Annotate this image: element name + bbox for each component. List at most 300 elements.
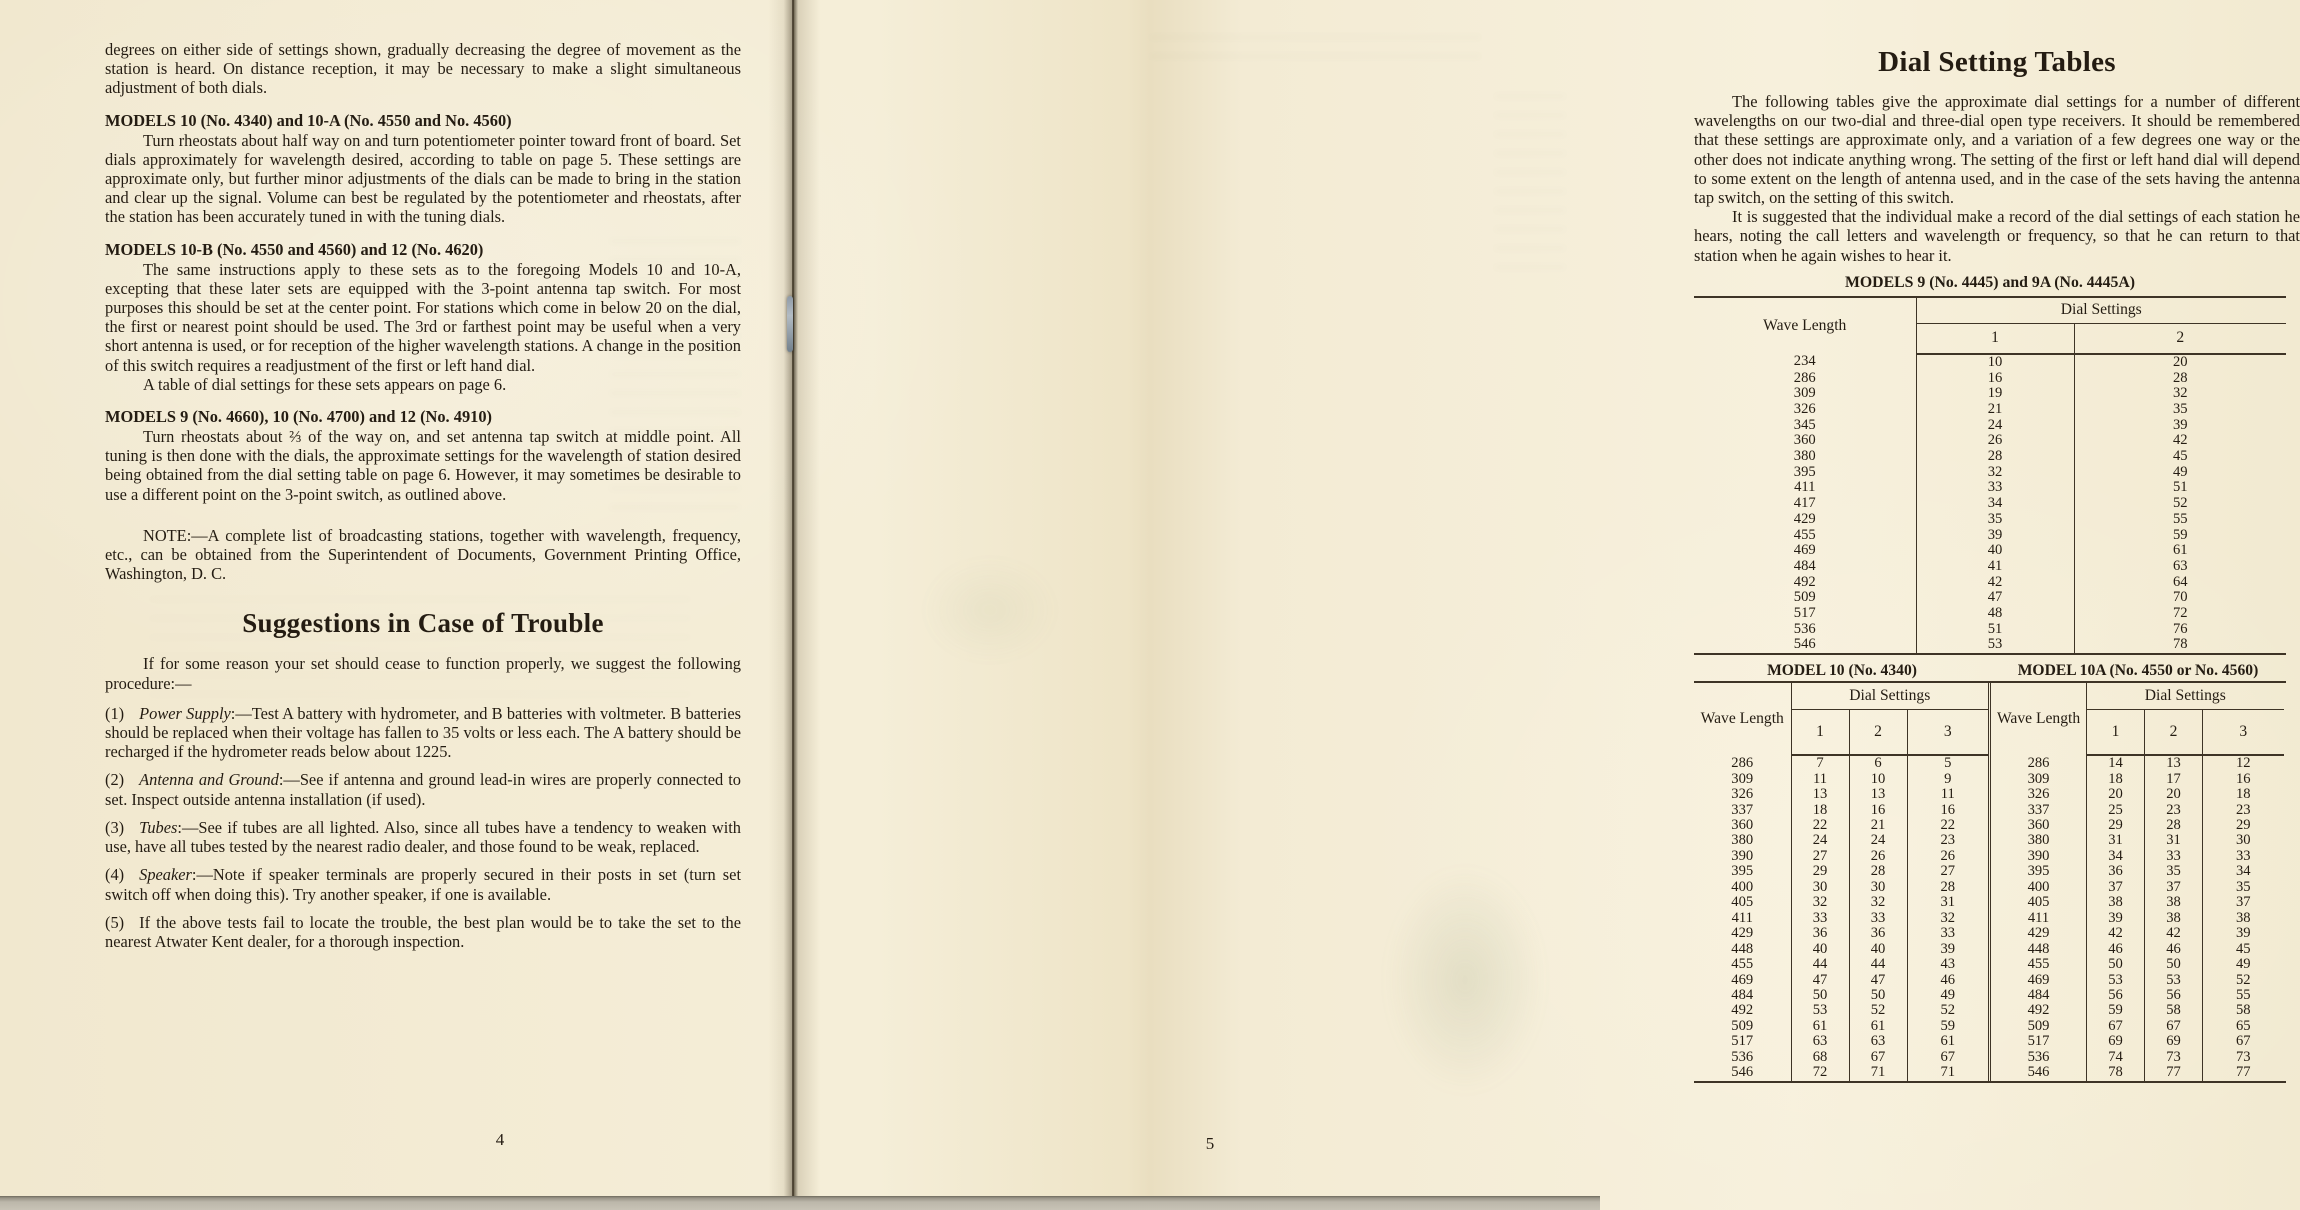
lower-tables-titles <box>1694 660 2286 681</box>
trouble-item-4 <box>105 865 741 903</box>
table-row <box>1694 818 1988 833</box>
table9-header <box>1694 297 2286 354</box>
table-cell: 484 <box>1694 559 1916 575</box>
dial-settings-table-model-10 <box>1694 683 1988 1081</box>
table-cell: 326 <box>1694 787 1791 802</box>
table-cell: 45 <box>2203 942 2284 957</box>
table-cell: 7 <box>1791 755 1849 771</box>
column-header-dial-2: 2 <box>1849 710 1907 756</box>
table-cell: 50 <box>1791 988 1849 1003</box>
table-cell: 390 <box>1990 849 2087 864</box>
table-cell: 40 <box>1916 543 2074 559</box>
table-cell: 53 <box>2087 973 2145 988</box>
table-row <box>1990 772 2284 787</box>
section-heading-models-9: MODELS 9 (No. 4660), 10 (No. 4700) and 12 (No. 4910) <box>105 407 492 427</box>
column-header-dial-2: 2 <box>2074 323 2286 354</box>
table-cell: 405 <box>1990 895 2087 910</box>
table-row <box>1694 957 1988 972</box>
table-cell: 345 <box>1694 418 1916 434</box>
note-paragraph: NOTE:—A complete list of broadcasting stations, together with wavelength, frequency, etc., can be obtained from the Superintendent of Documents, Government Printing Office, Washington, D. C. <box>105 525 741 584</box>
table-row <box>1990 755 2284 771</box>
table-cell: 21 <box>1916 402 2074 418</box>
table-row <box>1694 402 2286 418</box>
staple <box>787 296 793 352</box>
table-cell: 30 <box>1849 880 1907 895</box>
table-cell: 49 <box>2203 957 2284 972</box>
table-cell: 23 <box>2203 803 2284 818</box>
table-cell: 52 <box>1849 1003 1907 1018</box>
table10-header <box>1694 683 1988 755</box>
item-text: :—Test A battery with hydrometer, and B batteries with voltmeter. B batteries should be replaced when their voltage has fallen to 35 volts or less each. The A battery should be recharged if the hydrometer reads below about 1225. <box>105 703 741 762</box>
section-paragraph: Turn rheostats about ⅔ of the way on, and set antenna tap switch at middle point. All tuning is then done with the dials, the approximate settings for the wavelength of station desired being obtained from the dial setting table on page 6. However, it may sometimes be desirable to use a different point on the 3-point switch, as outlined above. <box>105 427 741 504</box>
table-cell: 6 <box>1849 755 1907 771</box>
table-cell: 30 <box>1791 880 1849 895</box>
table-cell: 546 <box>1990 1065 2087 1080</box>
table-cell: 13 <box>2145 755 2203 771</box>
page-right <box>796 0 2300 1196</box>
table-cell: 18 <box>1791 803 1849 818</box>
table-row <box>1694 622 2286 638</box>
table-row <box>1694 559 2286 575</box>
table-row <box>1694 988 1988 1003</box>
section-heading-models-10b: MODELS 10-B (No. 4550 and 4560) and 12 (No. 4620) <box>105 239 484 259</box>
table-cell: 380 <box>1694 449 1916 465</box>
table-cell: 68 <box>1791 1050 1849 1065</box>
table-cell: 29 <box>1791 864 1849 879</box>
table-cell: 32 <box>2074 386 2286 402</box>
table10-body <box>1694 755 1988 1081</box>
table-cell: 23 <box>2145 803 2203 818</box>
table-row <box>1694 880 1988 895</box>
table-cell: 20 <box>2145 787 2203 802</box>
table-cell: 35 <box>2145 864 2203 879</box>
table-row <box>1990 864 2284 879</box>
table-cell: 74 <box>2087 1050 2145 1065</box>
table-row <box>1694 637 2286 654</box>
table-row <box>1694 386 2286 402</box>
table-row <box>1990 833 2284 848</box>
table-cell: 47 <box>1791 973 1849 988</box>
column-header-wave-length: Wave Length <box>1694 297 1916 354</box>
table-cell: 455 <box>1990 957 2087 972</box>
trouble-item-1 <box>105 704 741 762</box>
column-header-dial-3: 3 <box>1907 710 1988 756</box>
table-cell: 33 <box>1791 911 1849 926</box>
table-row <box>1990 926 2284 941</box>
table-cell: 286 <box>1694 371 1916 387</box>
page-number-right: 5 <box>1205 1134 1215 1153</box>
table-cell: 34 <box>1916 496 2074 512</box>
table-cell: 28 <box>2074 371 2286 387</box>
item-text: :—Note if speaker terminals are properly secured in their posts in set (turn set switch off when doing this). Try another speaker, if one is available. <box>105 865 741 904</box>
table-cell: 37 <box>2203 895 2284 910</box>
table-cell: 39 <box>2087 911 2145 926</box>
table-cell: 23 <box>1907 833 1988 848</box>
table-cell: 29 <box>2203 818 2284 833</box>
table-cell: 78 <box>2087 1065 2145 1080</box>
table-cell: 448 <box>1990 942 2087 957</box>
item-number: (4) <box>105 865 125 885</box>
table-cell: 73 <box>2145 1050 2203 1065</box>
table10-title: MODEL 10 (No. 4340) <box>1767 662 1917 680</box>
table-cell: 309 <box>1694 386 1916 402</box>
table-cell: 536 <box>1990 1050 2087 1065</box>
table-cell: 58 <box>2145 1003 2203 1018</box>
table-cell: 411 <box>1694 480 1916 496</box>
table-row <box>1694 433 2286 449</box>
table-cell: 517 <box>1694 1034 1791 1049</box>
table-cell: 411 <box>1694 911 1791 926</box>
page-title: Dial Setting Tables <box>1878 46 2116 78</box>
trouble-intro: If for some reason your set should cease to function properly, we suggest the following procedure:— <box>105 654 741 693</box>
table-cell: 309 <box>1990 772 2087 787</box>
table-cell: 34 <box>2203 864 2284 879</box>
lower-tables <box>1694 681 2286 1083</box>
table-row <box>1990 1050 2284 1065</box>
table-cell: 28 <box>2145 818 2203 833</box>
trouble-item-2 <box>105 770 741 808</box>
table-cell: 536 <box>1694 622 1916 638</box>
table-row <box>1990 973 2284 988</box>
table-cell: 18 <box>2203 787 2284 802</box>
table-cell: 72 <box>1791 1065 1849 1080</box>
table-cell: 49 <box>1907 988 1988 1003</box>
table-cell: 35 <box>2074 402 2286 418</box>
section-paragraph: The same instructions apply to these sets as to the foregoing Models 10 and 10-A, excepting that these later sets are equipped with the 3-point antenna tap switch. For most purposes this should be set at the center point. For stations which come in below 20 on the dial, the first or nearest point should be used. The 3rd or farthest point may be useful when a very short antenna is used, or for reception of the higher wavelength stations. A change in the position of this switch requires a readjustment of the first or left hand dial. <box>105 259 741 375</box>
table-row <box>1694 803 1988 818</box>
table-cell: 509 <box>1694 1019 1791 1034</box>
table-cell: 38 <box>2203 911 2284 926</box>
table-cell: 63 <box>1791 1034 1849 1049</box>
table-cell: 47 <box>1849 973 1907 988</box>
table-cell: 469 <box>1694 543 1916 559</box>
table-row <box>1694 942 1988 957</box>
table-cell: 492 <box>1990 1003 2087 1018</box>
table-row <box>1694 787 1988 802</box>
table-cell: 37 <box>2087 880 2145 895</box>
table-row <box>1694 465 2286 481</box>
table-row <box>1694 864 1988 879</box>
table-cell: 59 <box>1907 1019 1988 1034</box>
table-row <box>1694 911 1988 926</box>
table-cell: 19 <box>1916 386 2074 402</box>
table-row <box>1990 1003 2284 1018</box>
table-cell: 52 <box>2074 496 2286 512</box>
table-row <box>1694 1019 1988 1034</box>
table-cell: 38 <box>2145 895 2203 910</box>
table-row <box>1694 418 2286 434</box>
table-cell: 31 <box>2087 833 2145 848</box>
item-label: Antenna and Ground <box>139 770 279 790</box>
table-row <box>1990 1065 2284 1080</box>
table-cell: 360 <box>1694 818 1791 833</box>
table-cell: 50 <box>1849 988 1907 1003</box>
table-row <box>1694 755 1988 771</box>
table-cell: 10 <box>1849 772 1907 787</box>
table-cell: 67 <box>2087 1019 2145 1034</box>
table-cell: 286 <box>1694 755 1791 771</box>
table-cell: 31 <box>1907 895 1988 910</box>
table-cell: 33 <box>2145 849 2203 864</box>
table-cell: 35 <box>1916 512 2074 528</box>
table-cell: 51 <box>1916 622 2074 638</box>
table-cell: 67 <box>1907 1050 1988 1065</box>
table-cell: 38 <box>2087 895 2145 910</box>
table-cell: 32 <box>1791 895 1849 910</box>
item-text: If the above tests fail to locate the trouble, the best plan would be to take the set to the nearest Atwater Kent dealer, for a thorough inspection. <box>105 912 741 951</box>
table-row <box>1694 1034 1988 1049</box>
table-row <box>1694 543 2286 559</box>
table-cell: 16 <box>2203 772 2284 787</box>
dial-settings-table-models-9-9a <box>1694 296 2286 655</box>
table-cell: 51 <box>2074 480 2286 496</box>
table-cell: 50 <box>2087 957 2145 972</box>
table-cell: 58 <box>2203 1003 2284 1018</box>
table-cell: 326 <box>1990 787 2087 802</box>
table-cell: 16 <box>1916 371 2074 387</box>
table-cell: 44 <box>1791 957 1849 972</box>
table-cell: 42 <box>2087 926 2145 941</box>
table-row <box>1694 354 2286 371</box>
table-cell: 41 <box>1916 559 2074 575</box>
table-cell: 39 <box>2203 926 2284 941</box>
table-row <box>1990 957 2284 972</box>
trouble-item-5 <box>105 913 741 951</box>
table-row <box>1990 895 2284 910</box>
table-cell: 63 <box>2074 559 2286 575</box>
table-cell: 71 <box>1849 1065 1907 1080</box>
table-cell: 11 <box>1907 787 1988 802</box>
table-cell: 46 <box>2087 942 2145 957</box>
table-row <box>1694 449 2286 465</box>
column-header-wave-length: Wave Length <box>1990 683 2087 755</box>
table-cell: 77 <box>2145 1065 2203 1080</box>
item-number: (3) <box>105 817 125 837</box>
table-cell: 39 <box>1907 942 1988 957</box>
item-number: (1) <box>105 703 125 723</box>
table-cell: 50 <box>2145 957 2203 972</box>
table-row <box>1990 942 2284 957</box>
table-cell: 61 <box>2074 543 2286 559</box>
left-page-text-block <box>105 40 741 960</box>
table-row <box>1694 512 2286 528</box>
table-cell: 337 <box>1694 803 1791 818</box>
table-cell: 42 <box>2074 433 2286 449</box>
table-cell: 52 <box>1907 1003 1988 1018</box>
table-cell: 517 <box>1990 1034 2087 1049</box>
table-cell: 484 <box>1694 988 1791 1003</box>
table-cell: 32 <box>1849 895 1907 910</box>
table-cell: 380 <box>1694 833 1791 848</box>
table-row <box>1694 590 2286 606</box>
table-cell: 492 <box>1694 575 1916 591</box>
item-text: :—See if tubes are all lighted. Also, since all tubes have a tendency to weaken with use, have all tubes tested by the nearest radio dealer, and those found to be weak, replaced. <box>105 817 741 857</box>
table-cell: 55 <box>2074 512 2286 528</box>
table-cell: 35 <box>2203 880 2284 895</box>
table-cell: 34 <box>2087 849 2145 864</box>
page-fold-line <box>792 0 794 1196</box>
table-cell: 10 <box>1916 354 2074 371</box>
table-row <box>1694 1050 1988 1065</box>
table-cell: 360 <box>1990 818 2087 833</box>
table-cell: 31 <box>2145 833 2203 848</box>
table-cell: 429 <box>1990 926 2087 941</box>
table-row <box>1990 818 2284 833</box>
table-cell: 37 <box>2145 880 2203 895</box>
table10a-title: MODEL 10A (No. 4550 or No. 4560) <box>2017 662 2259 680</box>
table-cell: 11 <box>1791 772 1849 787</box>
table-cell: 429 <box>1694 926 1791 941</box>
table-row <box>1990 787 2284 802</box>
table-cell: 492 <box>1694 1003 1791 1018</box>
table-cell: 44 <box>1849 957 1907 972</box>
table-cell: 13 <box>1849 787 1907 802</box>
table-row <box>1990 911 2284 926</box>
table10a-body <box>1990 755 2284 1081</box>
table-row <box>1990 988 2284 1003</box>
table-cell: 33 <box>1916 480 2074 496</box>
table-cell: 517 <box>1694 606 1916 622</box>
table-cell: 53 <box>2145 973 2203 988</box>
table-cell: 27 <box>1907 864 1988 879</box>
table-cell: 39 <box>2074 418 2286 434</box>
table-row <box>1694 895 1988 910</box>
table-cell: 469 <box>1694 973 1791 988</box>
item-number: (2) <box>105 770 125 790</box>
table-cell: 13 <box>1791 787 1849 802</box>
column-header-dial-1: 1 <box>1791 710 1849 756</box>
table-cell: 69 <box>2145 1034 2203 1049</box>
table-cell: 24 <box>1916 418 2074 434</box>
table-cell: 67 <box>2203 1034 2284 1049</box>
table-cell: 36 <box>1849 926 1907 941</box>
table-row <box>1694 371 2286 387</box>
item-label: Tubes <box>139 817 178 837</box>
column-header-dial-2: 2 <box>2145 710 2203 756</box>
table-cell: 36 <box>1791 926 1849 941</box>
table-cell: 70 <box>2074 590 2286 606</box>
table-row <box>1694 772 1988 787</box>
table-row <box>1694 849 1988 864</box>
section-heading-models-10: MODELS 10 (No. 4340) and 10-A (No. 4550 and No. 4560) <box>105 110 512 130</box>
section-paragraph: Turn rheostats about half way on and turn potentiometer pointer toward front of board. Set dials approximately for wavelength desired, according to table on page 5. These settings are approximate only, but further minor adjustments of the dials can be made to bring in the station and clear up the signal. Volume can best be regulated by the potentiometer and rheostats, after the station has been accurately tuned in with the tuning dials. <box>105 130 741 227</box>
table-cell: 28 <box>1849 864 1907 879</box>
table-cell: 42 <box>1916 575 2074 591</box>
table-cell: 63 <box>1849 1034 1907 1049</box>
table-cell: 53 <box>1791 1003 1849 1018</box>
table-cell: 48 <box>1916 606 2074 622</box>
table-row <box>1990 1034 2284 1049</box>
table-cell: 61 <box>1849 1019 1907 1034</box>
table-row <box>1694 926 1988 941</box>
table-cell: 55 <box>2203 988 2284 1003</box>
table-cell: 47 <box>1916 590 2074 606</box>
table-cell: 390 <box>1694 849 1791 864</box>
page-left <box>0 0 790 1196</box>
table-cell: 72 <box>2074 606 2286 622</box>
table-cell: 67 <box>1849 1050 1907 1065</box>
column-header-dial-3: 3 <box>2203 710 2284 756</box>
table-row <box>1694 606 2286 622</box>
table-cell: 411 <box>1990 911 2087 926</box>
table-cell: 17 <box>2145 772 2203 787</box>
table-cell: 29 <box>2087 818 2145 833</box>
table-cell: 405 <box>1694 895 1791 910</box>
table-cell: 395 <box>1694 864 1791 879</box>
table-cell: 71 <box>1907 1065 1988 1080</box>
table-row <box>1990 803 2284 818</box>
table-cell: 40 <box>1791 942 1849 957</box>
table-cell: 546 <box>1694 637 1916 654</box>
table-cell: 22 <box>1791 818 1849 833</box>
table-cell: 38 <box>2145 911 2203 926</box>
table-row <box>1694 575 2286 591</box>
table-cell: 360 <box>1694 433 1916 449</box>
intro-paragraph: degrees on either side of settings shown, gradually decreasing the degree of movement as the station is heard. On distance reception, it may be necessary to make a slight simultaneous adjustment of both dials. <box>105 40 741 98</box>
intro-paragraph-1: The following tables give the approximate dial settings for a number of different wavelengths on our two-dial and three-dial open type receivers. It should be remembered that these settings are approximate only, and a variation of a few degrees one way or the other does not indicate anything wrong. The setting of the first or left hand dial will depend to some extent on the length of antenna used, and in the case of the sets having the antenna tap switch, on the setting of this switch. <box>1694 92 2300 208</box>
table-cell: 59 <box>2087 1003 2145 1018</box>
table-cell: 395 <box>1694 465 1916 481</box>
scan-edge <box>0 1196 1600 1210</box>
table-cell: 46 <box>2145 942 2203 957</box>
table-cell: 67 <box>2145 1019 2203 1034</box>
table-cell: 61 <box>1907 1034 1988 1049</box>
page-number-left: 4 <box>495 1130 505 1149</box>
table-cell: 234 <box>1694 354 1916 371</box>
table-cell: 65 <box>2203 1019 2284 1034</box>
table-cell: 380 <box>1990 833 2087 848</box>
table9-body <box>1694 354 2286 654</box>
table-cell: 46 <box>1907 973 1988 988</box>
table-cell: 28 <box>1907 880 1988 895</box>
table-row <box>1694 480 2286 496</box>
table-cell: 42 <box>2145 926 2203 941</box>
table-cell: 43 <box>1907 957 1988 972</box>
dial-settings-table-model-10a <box>1988 683 2284 1081</box>
column-header-dial-settings: Dial Settings <box>2087 683 2284 710</box>
table-cell: 400 <box>1990 880 2087 895</box>
table-cell: 26 <box>1907 849 1988 864</box>
table-cell: 69 <box>2087 1034 2145 1049</box>
table-cell: 509 <box>1990 1019 2087 1034</box>
table-cell: 337 <box>1990 803 2087 818</box>
table-cell: 26 <box>1916 433 2074 449</box>
table-cell: 64 <box>2074 575 2286 591</box>
table-cell: 24 <box>1791 833 1849 848</box>
table-cell: 509 <box>1694 590 1916 606</box>
table-cell: 76 <box>2074 622 2286 638</box>
table-cell: 9 <box>1907 772 1988 787</box>
table-cell: 309 <box>1694 772 1791 787</box>
table-cell: 22 <box>1907 818 1988 833</box>
table-cell: 400 <box>1694 880 1791 895</box>
table-cell: 536 <box>1694 1050 1791 1065</box>
intro-paragraph-2: It is suggested that the individual make a record of the dial settings of each station he hears, noting the call letters and wavelength or frequency, so that he can return to that station when he again wishes to hear it. <box>1694 207 2300 265</box>
item-number: (5) <box>105 912 125 932</box>
item-label: Speaker <box>139 865 192 885</box>
table-cell: 326 <box>1694 402 1916 418</box>
table-cell: 32 <box>1916 465 2074 481</box>
table-cell: 12 <box>2203 755 2284 771</box>
table9-title: MODELS 9 (No. 4445) and 9A (No. 4445A) <box>1844 273 2136 291</box>
table-cell: 33 <box>1849 911 1907 926</box>
table-cell: 16 <box>1849 803 1907 818</box>
table-row <box>1990 880 2284 895</box>
table-cell: 45 <box>2074 449 2286 465</box>
table-cell: 24 <box>1849 833 1907 848</box>
table-cell: 39 <box>1916 528 2074 544</box>
table-cell: 56 <box>2145 988 2203 1003</box>
